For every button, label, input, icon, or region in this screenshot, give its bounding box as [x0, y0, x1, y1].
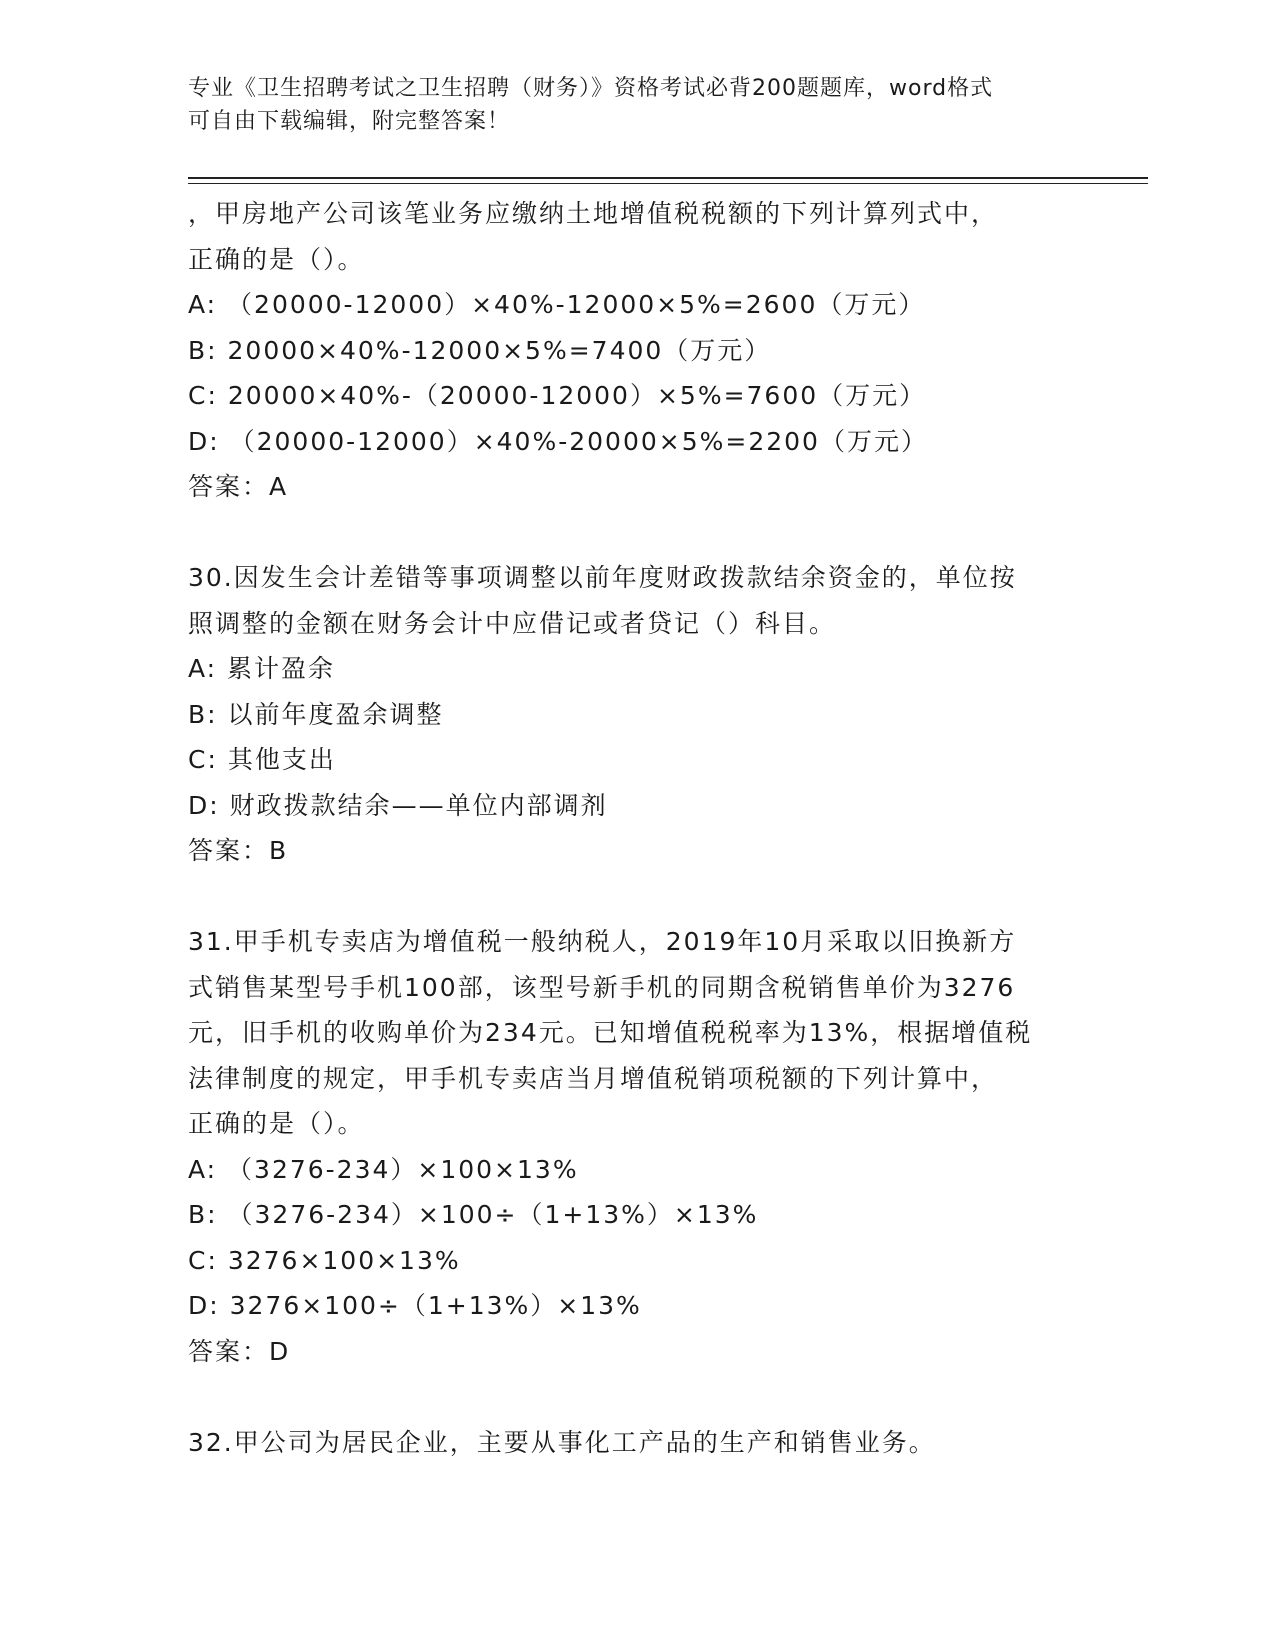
option-d: D: （20000-12000）×40%-20000×5%=2200（万元）	[188, 426, 928, 456]
question-stem-line: 正确的是（）。	[188, 244, 365, 274]
option-c: C: 20000×40%-（20000-12000）×5%=7600（万元）	[188, 381, 927, 410]
question-29	[188, 191, 1088, 510]
question-stem-line: 31.甲手机专卖店为增值税一般纳税人，2019年10月采取以旧换新方	[188, 927, 1017, 956]
option-d: D: 3276×100÷（1+13%）×13%	[188, 1291, 642, 1320]
option-b: B: 20000×40%-12000×5%=7400（万元）	[188, 335, 772, 365]
document-header	[188, 72, 1088, 138]
header-line-1: 专业《卫生招聘考试之卫生招聘（财务）》资格考试必背200题题库，word格式	[188, 76, 994, 101]
spacer	[188, 874, 1088, 920]
spacer	[188, 1374, 1088, 1420]
option-a: A: （3276-234）×100×13%	[188, 1154, 579, 1184]
question-30	[188, 555, 1088, 874]
question-stem-line: 法律制度的规定，甲手机专卖店当月增值税销项税额的下列计算中，	[188, 1063, 999, 1093]
option-a: A: （20000-12000）×40%-12000×5%=2600（万元）	[188, 290, 926, 319]
spacer	[188, 510, 1088, 556]
option-c: C: 3276×100×13%	[188, 1245, 461, 1275]
question-stem-line: 正确的是（）。	[188, 1109, 365, 1138]
question-32	[188, 1420, 1088, 1466]
option-d: D: 财政拨款结余——单位内部调剂	[188, 790, 608, 820]
option-a: A: 累计盈余	[188, 654, 336, 683]
question-stem-line: 式销售某型号手机100部，该型号新手机的同期含税销售单价为3276	[188, 972, 1016, 1002]
answer-line: 答案：A	[188, 472, 289, 501]
question-stem-line: 元，旧手机的收购单价为234元。已知增值税税率为13%，根据增值税	[188, 1018, 1033, 1047]
option-b: B: （3276-234）×100÷（1+13%）×13%	[188, 1200, 759, 1229]
answer-line: 答案：B	[188, 836, 289, 865]
question-stem-line: 32.甲公司为居民企业，主要从事化工产品的生产和销售业务。	[188, 1427, 936, 1457]
question-stem-line: 照调整的金额在财务会计中应借记或者贷记（）科目。	[188, 608, 837, 638]
header-divider-thin	[188, 183, 1148, 184]
question-stem-line: ，甲房地产公司该笔业务应缴纳土地增值税税额的下列计算列式中，	[188, 199, 999, 228]
answer-line: 答案：D	[188, 1336, 291, 1366]
question-list	[188, 191, 1088, 1465]
question-31	[188, 919, 1088, 1374]
header-divider-thick	[188, 177, 1148, 179]
option-b: B: 以前年度盈余调整	[188, 699, 444, 729]
option-c: C: 其他支出	[188, 745, 336, 774]
question-stem-line: 30.因发生会计差错等事项调整以前年度财政拨款结余资金的，单位按	[188, 563, 1017, 592]
header-line-2: 可自由下载编辑，附完整答案！	[188, 109, 511, 134]
